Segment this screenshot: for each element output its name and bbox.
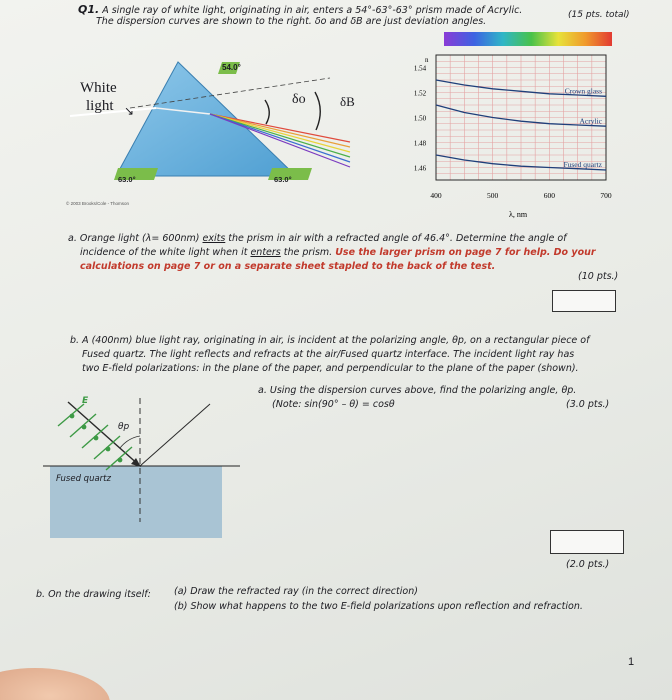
part-a-answer-box[interactable] xyxy=(552,290,616,312)
part-b-answer-box[interactable] xyxy=(550,530,624,554)
light-label: light xyxy=(86,98,114,114)
y-tick-label: 1.46 xyxy=(413,164,427,173)
part-a-text-2: the prism in air with a refracted angle of 46.4°. Determine the angle of xyxy=(225,233,567,244)
enters-word: enters xyxy=(250,247,281,258)
part-b-sub-a-points: (3.0 pts.) xyxy=(566,399,610,410)
question-number: Q1. xyxy=(78,3,100,16)
y-tick-label: 1.54 xyxy=(413,64,427,73)
part-b-line-2: Fused quartz. The light reflects and refracts at the air/Fused quartz interface. The incident light ray has xyxy=(82,349,575,360)
part-b-sub-a-line-1: a. Using the dispersion curves above, find the polarizing angle, θp. xyxy=(258,385,577,396)
theta-p-label: θp xyxy=(118,422,130,432)
part-b-line-3: two E-field polarizations: in the plane of the paper, and perpendicular to the plane of the paper (shown). xyxy=(82,363,579,374)
part-a-text-4: the prism. xyxy=(280,247,336,258)
intro-line-1: A single ray of white light, originating in air, enters a 54°-63°-63° prism made of Acrylic. xyxy=(102,5,523,16)
x-tick-label: 500 xyxy=(487,191,499,200)
series-label: Acrylic xyxy=(579,116,602,126)
figure-credit: © 2003 Brooks/Cole - Thomson xyxy=(66,201,130,206)
x-tick-label: 600 xyxy=(543,191,555,200)
part-b-second-points: (2.0 pts.) xyxy=(566,559,610,570)
y-tick-label: 1.52 xyxy=(413,89,427,98)
part-a-line-2 xyxy=(80,246,640,259)
dispersion-chart xyxy=(380,50,620,230)
theta-arc xyxy=(120,436,140,448)
y-axis-label: n xyxy=(425,56,429,64)
intro-line-2: The dispersion curves are shown to the right. δo and δB are just deviation angles. xyxy=(96,16,487,27)
y-tick-label: 1.50 xyxy=(413,114,427,123)
part-b2-item-b: (b) Show what happens to the two E-field polarizations upon reflection and refraction. xyxy=(174,601,583,612)
x-axis-label: λ, nm xyxy=(508,210,528,219)
x-tick-label: 700 xyxy=(600,191,612,200)
y-tick-labels xyxy=(414,65,427,173)
visible-spectrum-bar xyxy=(444,32,612,46)
e-label: E xyxy=(82,396,89,406)
page-number: 1 xyxy=(628,656,635,668)
delta-b-arc xyxy=(315,92,320,130)
x-tick-labels xyxy=(430,191,612,200)
points-total: (15 pts. total) xyxy=(568,10,630,20)
part-a-text-3: incidence of the white light when it xyxy=(80,247,251,258)
part-a-text-1: a. Orange light (λ= 600nm) xyxy=(68,233,203,244)
white-label: White xyxy=(80,80,117,96)
right-angle-label: 63.0° xyxy=(274,175,292,184)
part-a-points: (10 pts.) xyxy=(578,271,619,282)
part-a-instruction: Use the larger prism on page 7 for help. Do your xyxy=(335,247,596,258)
left-angle-label: 63.0° xyxy=(118,175,136,184)
prism-diagram xyxy=(60,50,370,200)
fused-quartz-label: Fused quartz xyxy=(56,474,111,484)
y-tick-label: 1.48 xyxy=(413,139,427,148)
part-b-sub-a-line-2: (Note: sin(90° – θ) = cosθ xyxy=(272,399,395,410)
part-b-line-1: b. A (400nm) blue light ray, originating in air, is incident at the polarizing angle, θp, on a rectangular piece of xyxy=(70,335,590,346)
apex-angle-label: 54.0° xyxy=(222,63,241,72)
x-tick-label: 400 xyxy=(430,191,442,200)
series-label: Crown glass xyxy=(564,86,602,96)
part-a-line-3: calculations on page 7 or on a separate sheet stapled to the back of the test. xyxy=(80,261,496,272)
delta-b-label: δB xyxy=(340,94,355,109)
delta-o-arc xyxy=(265,100,269,124)
exits-word: exits xyxy=(202,233,226,244)
part-b2-item-a: (a) Draw the refracted ray (in the correct direction) xyxy=(174,586,418,597)
delta-o-label: δo xyxy=(292,92,306,107)
part-b2-label: b. On the drawing itself: xyxy=(36,589,151,600)
incident-ray xyxy=(68,402,140,466)
polarization-diagram xyxy=(40,392,240,532)
part-a-line-1 xyxy=(68,232,628,245)
series-label: Fused quartz xyxy=(563,160,602,169)
reflected-ray xyxy=(140,404,210,466)
e-field-dots xyxy=(70,414,123,463)
arrow-icon: ↘ xyxy=(124,104,135,118)
